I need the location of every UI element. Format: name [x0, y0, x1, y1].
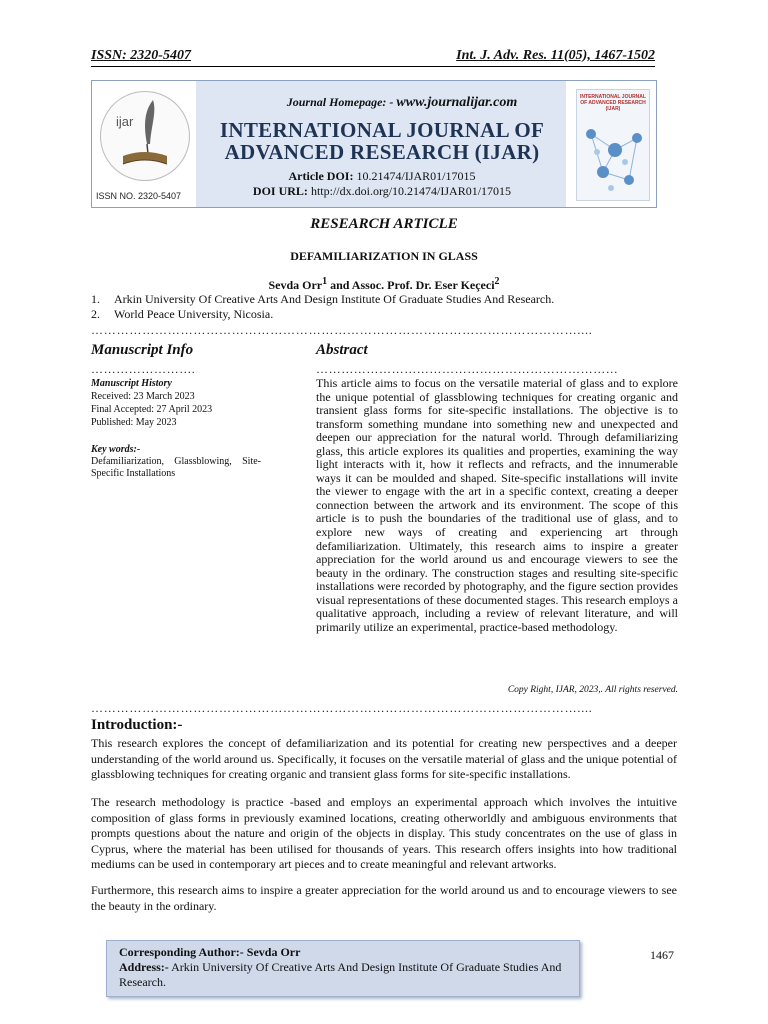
- journal-logo: [92, 81, 196, 207]
- corresponding-author-box: [106, 940, 580, 997]
- affiliation-1: [91, 292, 554, 307]
- article-doi-label: Article DOI:: [288, 169, 354, 183]
- introduction-heading: Introduction:-: [91, 717, 183, 733]
- article-title: DEFAMILIARIZATION IN GLASS: [290, 249, 478, 263]
- doi-url-link[interactable]: http://dx.doi.org/10.21474/IJAR01/17015: [310, 184, 512, 198]
- article-doi: 10.21474/IJAR01/17015: [356, 169, 476, 183]
- manuscript-history: [91, 377, 291, 429]
- keywords-block: [91, 444, 261, 480]
- cover-title: INTERNATIONAL JOURNAL OF ADVANCED RESEARCH (IJAR): [580, 94, 646, 112]
- corresponding-label: Corresponding Author:-: [119, 945, 244, 959]
- abstract-text: This article aims to focus on the versatile material of glass and to explore the unique potential of glassblowing techniques for creating organic and transient glass forms for site-specific installations. The objective is to transform something mundane into something new and unexpected and deepen our appreciation for the natural world. Through defamiliarizing glass, this article explores its qualities and properties, examining the way light interacts with it, how it reflects and refracts, and the innumerable ways it can be moulded and shaped. Site-specific installations will invite the viewer to engage with the art in a specific context, creating a deeper connection between the artwork and its environment. The scope of this article is to push the boundaries of the traditional use of glass, and to explore new ways of creating and experiencing art through defamiliarization. Ultimately, this research aims to inspire a greater appreciation for the world around us and encourage viewers to see the beauty in the ordinary. The construction stages and resulting site-specific installations were recorded by photography, and the figure section provides visual representations of these documented stages. This research employs a qualitative approach, including a review of relevant literature, and will primarily utilize an experimental, practice-based methodology.: [316, 376, 678, 634]
- keywords-heading: Key words:-: [91, 444, 141, 455]
- address-label: Address:-: [119, 960, 169, 974]
- doi-url-label: DOI URL:: [252, 184, 308, 198]
- quill-book-icon: [101, 92, 189, 180]
- journal-title: [198, 119, 566, 163]
- manuscript-info-heading: Manuscript Info: [91, 342, 194, 358]
- affiliation-2: [91, 307, 273, 322]
- published-date: Published: May 2023: [91, 417, 177, 428]
- copyright-notice: Copy Right, IJAR, 2023,. All rights reserved.: [507, 685, 678, 695]
- affiliation-number: 2.: [91, 307, 100, 321]
- intro-paragraph-2: The research methodology is practice -based and employs an experimental approach which involves the intuitive composition of glass forms in previously examined locations, creating otherworldly and ambiguous environments that prompts questions about the nature and origin of the objects in display. This study concentrates on the use of glass in Cyprus, where the material has been utilised for thousands of years. This research offers insights into how traditional mediums can be used in contemporary art pieces and to create meaningful and relevant artworks.: [91, 795, 677, 872]
- separator-dots: ……………………………………………………………………………………………………....: [91, 324, 593, 336]
- molecule-icon: [581, 120, 645, 196]
- author-1: Sevda Orr: [268, 278, 323, 292]
- homepage-label: Journal Homepage: -: [286, 95, 394, 109]
- logo-text: ijar: [116, 114, 134, 129]
- article-type: RESEARCH ARTICLE: [310, 216, 458, 232]
- logo-emblem: [100, 91, 190, 181]
- journal-banner: [91, 80, 657, 208]
- abstract-dots: ………………………………………………………………: [316, 362, 619, 376]
- page-number: 1467: [650, 948, 674, 962]
- journal-title-line1: INTERNATIONAL JOURNAL OF: [219, 118, 545, 142]
- author-line: [91, 276, 677, 293]
- homepage-link[interactable]: www.journalijar.com: [396, 95, 518, 110]
- citation-header: Int. J. Adv. Res. 11(05), 1467-1502: [456, 48, 655, 63]
- corresponding-name: Sevda Orr: [243, 945, 301, 959]
- corresponding-author-text: [119, 945, 571, 990]
- doi-block: [198, 169, 566, 199]
- affiliation-text: World Peace University, Nicosia.: [114, 307, 274, 321]
- author-2-affil: 2: [494, 276, 500, 287]
- address-text: Arkin University Of Creative Arts And Design Institute Of Graduate Studies And Research.: [119, 960, 562, 989]
- affiliation-text: Arkin University Of Creative Arts And Design Institute Of Graduate Studies And Research.: [114, 292, 555, 306]
- author-1-affil: 1: [322, 276, 328, 287]
- separator-dots: ……………………………………………………………………………………………………....: [91, 702, 593, 714]
- header-rule: [91, 66, 655, 67]
- journal-cover: [566, 81, 656, 207]
- cover-thumbnail: [576, 89, 650, 201]
- logo-issn: ISSN NO. 2320-5407: [96, 191, 182, 201]
- journal-homepage: [262, 95, 542, 111]
- affiliation-number: 1.: [91, 292, 100, 306]
- journal-title-line2: ADVANCED RESEARCH (IJAR): [224, 140, 540, 164]
- history-heading: Manuscript History: [91, 378, 172, 389]
- abstract-heading: Abstract: [316, 342, 368, 358]
- manuscript-dots: …………………….: [91, 362, 196, 376]
- issn-header: ISSN: 2320-5407: [91, 48, 191, 63]
- accepted-date: Final Accepted: 27 April 2023: [91, 404, 213, 415]
- author-join: and Assoc. Prof. Dr. Eser Keçeci: [327, 278, 495, 292]
- keywords-text: Defamiliarization, Glassblowing, Site-Specific Installations: [91, 456, 261, 479]
- intro-paragraph-3: Furthermore, this research aims to inspire a greater appreciation for the world around us and to encourage viewers to see the beauty in the ordinary.: [91, 883, 677, 913]
- received-date: Received: 23 March 2023: [91, 391, 195, 402]
- intro-paragraph-1: This research explores the concept of defamiliarization and its potential for creating new perspectives and a deeper understanding of the world around us. Specifically, it focuses on the versatile material of glass and the unique potential of glassblowing techniques for creating organic and transient glass forms for site-specific installations.: [91, 736, 677, 782]
